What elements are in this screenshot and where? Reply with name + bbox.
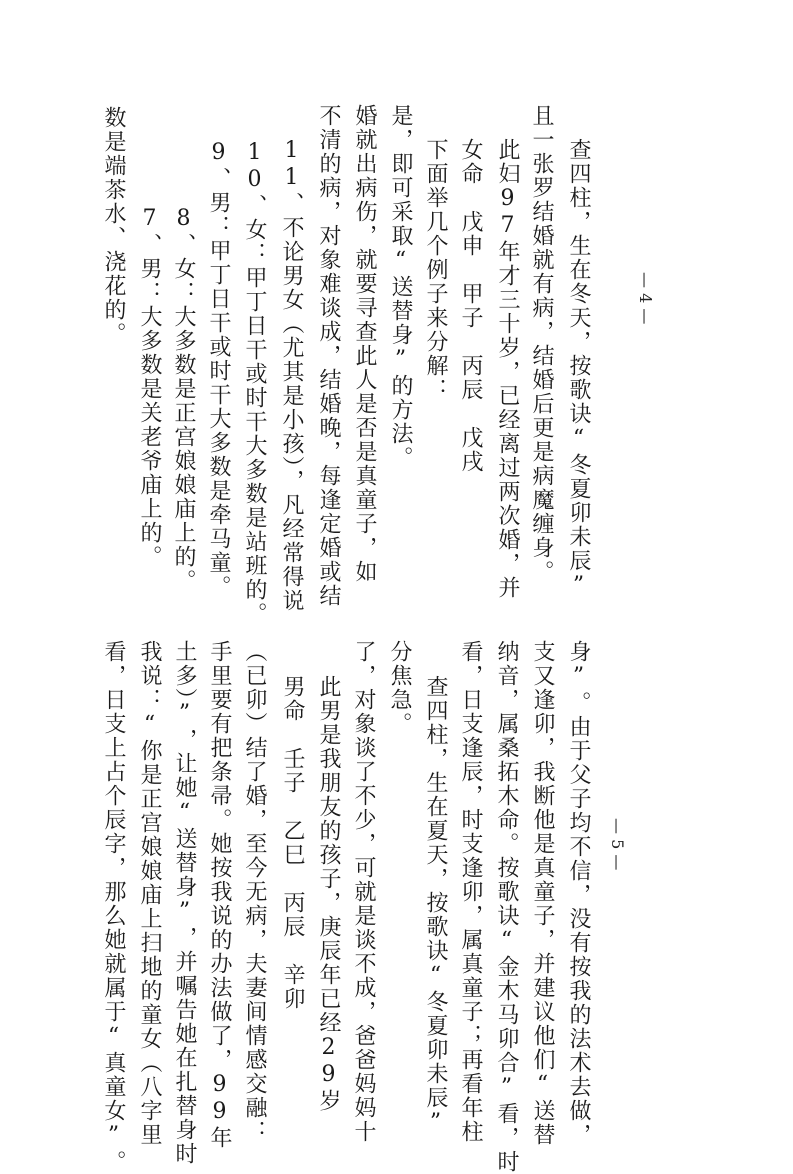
- left-line-2: 7、男：大多数是关老爷庙上的。: [137, 206, 162, 569]
- right-line-10: 查四柱，生在夏天，按歌诀“冬夏卯未辰”: [423, 675, 448, 1137]
- left-page-number: — 4 —: [636, 272, 655, 325]
- left-line-10: 下面举几个例子来分解：: [423, 138, 448, 402]
- left-line-7: 不清的病，对象难谈成，结婚晚，每逢定婚或结: [316, 104, 341, 608]
- left-line-5: 10、女：甲丁日干或时干大多数是站班的。: [242, 140, 267, 626]
- right-line-8: 了，对象谈了不少，可就是谈不成，爸爸妈妈十: [351, 640, 376, 1144]
- right-line-13: 支又逢卯，我断他是真童子，并建议他们“送替: [530, 640, 555, 1147]
- right-line-12: 纳音，属桑拓木命。按歌诀“金木马卯合”看，时: [494, 640, 519, 1174]
- left-line-3: 8、女：大多数是正宫娘娘庙上的。: [171, 206, 196, 593]
- left-line-9: 是，即可采取“送替身”的方法。: [388, 104, 413, 470]
- right-line-2: 我说：“你是正宫娘娘庙上扫地的童女（八字里: [137, 640, 162, 1147]
- left-line-13: 且一张罗结婚就有病，结婚后更是病魔缠身。: [529, 104, 554, 584]
- right-line-9: 分焦急。: [387, 640, 412, 736]
- right-page-number: — 5 —: [608, 818, 627, 871]
- right-line-4: 手里要有把条帚。她按我说的办法做了，99年: [207, 640, 232, 1150]
- right-line-3: 土多）”，让她“送替身”，并嘱告她在扎替身时: [172, 640, 197, 1166]
- right-line-14: 身”。由于父子均不信，没有按我的法术去做，: [566, 640, 591, 1147]
- left-line-4: 9、男：甲丁日干或时干大多数是牵马童。: [206, 140, 231, 599]
- left-line-14: 查四柱，生在冬天，按歌诀“冬夏卯未辰”: [566, 138, 591, 600]
- left-line-12: 此妇97年才三十岁，已经离过两次婚，并: [495, 138, 520, 600]
- left-line-11: 女命 戊申 甲子 丙辰 戊戌: [458, 138, 483, 474]
- left-line-6: 11、不论男女（尤其是小孩），凡经常得说: [279, 138, 304, 613]
- left-line-8: 婚就出病伤，就要寻查此人是否是真童子，如: [352, 104, 377, 584]
- right-line-5: （已卯）结了婚，至今无病，夫妻间情感交融：: [242, 640, 267, 1144]
- right-line-7: 此男是我朋友的孩子，庚辰年已经29岁: [316, 675, 341, 1113]
- right-line-11: 看，日支逢辰，时支逢卯，属真童子；再看年柱: [458, 640, 483, 1144]
- right-line-1: 看，日支上占个辰字，那么她就属于“真童女”。: [101, 640, 126, 1174]
- right-line-6: 男命 壬子 乙巳 丙辰 辛卯: [280, 675, 305, 1011]
- left-line-1: 数是端茶水、浇花的。: [101, 106, 126, 346]
